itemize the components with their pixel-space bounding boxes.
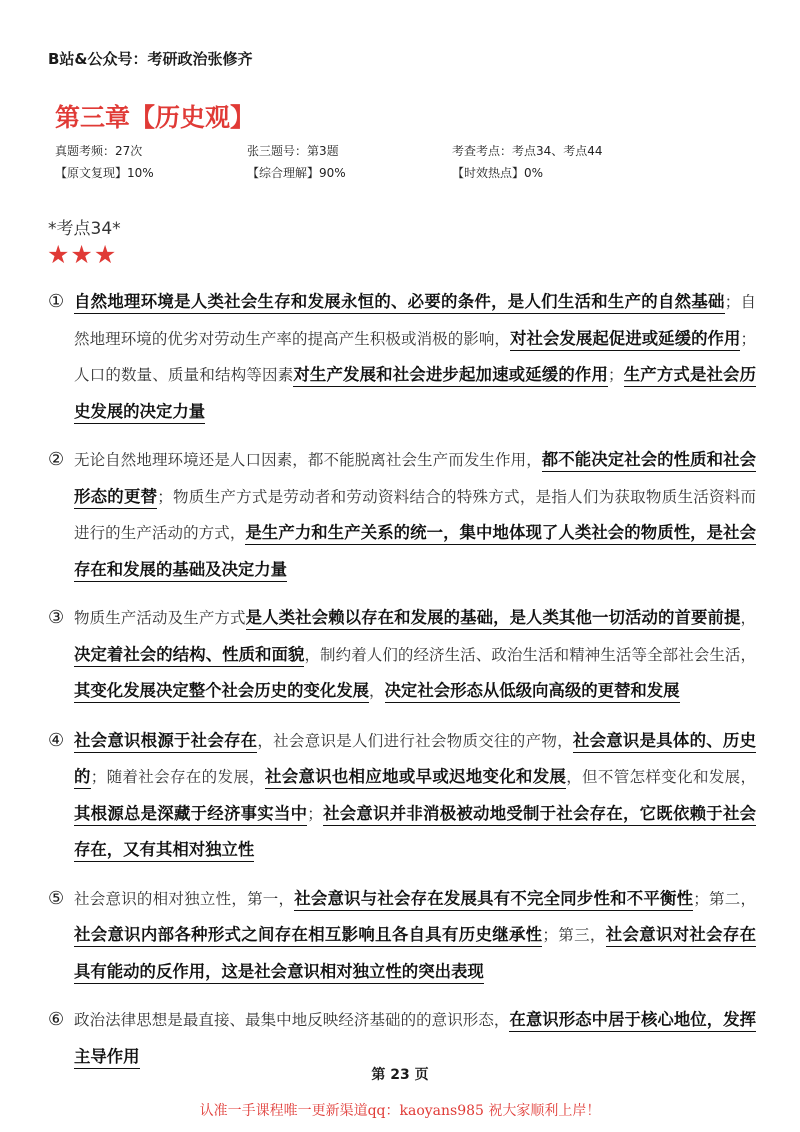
list-item xyxy=(48,442,756,587)
page-number: 第 23 页 xyxy=(371,1067,429,1083)
key-point-text: 社会意识也相应地或早或迟地变化和发展 xyxy=(265,767,566,789)
body-text: 物质生产活动及生产方式 xyxy=(74,609,246,627)
key-point-text: 社会意识与社会存在发展具有不完全同步性和不平衡性 xyxy=(294,889,693,911)
list-item xyxy=(48,284,756,429)
body-text: ，制约着人们的经济生活、政治生活和精神生活等全部社会生活， xyxy=(304,645,756,664)
body-text: ； xyxy=(608,366,624,384)
body-text: ；第二， xyxy=(693,889,756,908)
item-number: ⑥ xyxy=(48,1009,65,1030)
point-list xyxy=(48,284,756,1087)
key-point-text: 决定着社会的结构、性质和面貌 xyxy=(74,645,304,667)
key-point-text: 决定社会形态从低级向高级的更替和发展 xyxy=(385,681,680,703)
meta-comprehension: 【综合理解】90% xyxy=(247,166,346,180)
body-text: ，社会意识是人们进行社会物质交往的产物， xyxy=(257,731,573,750)
key-point-text: 社会意识对社会存在具有能动的反作用，这是社会意识相对独立性的突出表现 xyxy=(74,925,756,984)
key-point-text: 都不能决定社会的性质和社会形态的更替 xyxy=(74,450,756,509)
item-number: ③ xyxy=(48,607,65,628)
key-point-text: 在意识形态中居于核心地位，发挥主导作用 xyxy=(74,1010,756,1069)
key-point-text: 社会意识内部各种形式之间存在相互影响且各自具有历史继承性 xyxy=(74,925,542,947)
body-text: ，但不管怎样变化和发展， xyxy=(566,768,756,786)
body-text: 社会意识的相对独立性，第一， xyxy=(74,889,295,908)
key-point-text: 社会意识是具体的、历史的 xyxy=(74,731,756,790)
body-text: ；人口的数量、质量和结构等因素 xyxy=(74,329,756,384)
footer-notice: 认准一手课程唯一更新渠道qq：kaoyans985 祝大家顺利上岸！ xyxy=(199,1103,601,1119)
body-text: ；自然地理环境的优劣对劳动生产率的提高产生积极或消极的影响， xyxy=(74,293,756,348)
key-point-text: 是人类社会赖以存在和发展的基础，是人类其他一切活动的首要前提 xyxy=(246,608,741,630)
star-rating: ★★★ xyxy=(47,240,118,269)
item-number: ⑤ xyxy=(48,887,65,909)
body-text: ， xyxy=(740,609,756,627)
key-point-text: 生产方式是社会历史发展的决定力量 xyxy=(74,365,756,424)
meta-question-number: 张三题号：第3题 xyxy=(247,144,339,158)
item-number: ① xyxy=(48,291,65,312)
body-text: ， xyxy=(369,682,385,700)
key-point-text: 对社会发展起促进或延缓的作用 xyxy=(510,329,740,351)
body-text: ；第三， xyxy=(542,926,606,944)
list-item xyxy=(48,881,756,990)
chapter-title: 第三章【历史观】 xyxy=(55,103,256,132)
body-text: 无论自然地理环境还是人口因素，都不能脱离社会生产而发生作用， xyxy=(74,451,542,469)
key-point-text: 社会意识根源于社会存在 xyxy=(74,731,257,753)
key-point-text: 是生产力和生产关系的统一，集中地体现了人类社会的物质性，是社会存在和发展的基础及决定力量 xyxy=(74,523,756,582)
kaodian-label: *考点34* xyxy=(48,219,121,239)
body-text: ；物质生产方式是劳动者和劳动资料结合的特殊方式，是指人们为获取物质生活资料而进行的生产活动的方式， xyxy=(74,487,757,542)
key-point-text: 自然地理环境是人类社会生存和发展永恒的、必要的条件，是人们生活和生产的自然基础 xyxy=(74,292,725,314)
meta-exam-frequency: 真题考频：27次 xyxy=(55,144,143,158)
body-text: 政治法律思想是最直接、最集中地反映经济基础的的意识形态， xyxy=(74,1011,510,1029)
list-item xyxy=(48,600,756,710)
key-point-text: 其根源总是深藏于经济事实当中 xyxy=(74,804,307,826)
body-text: ； xyxy=(307,804,323,823)
item-number: ② xyxy=(48,449,65,470)
list-item xyxy=(48,723,756,868)
meta-original-text: 【原文复现】10% xyxy=(55,166,154,180)
key-point-text: 社会意识并非消极被动地受制于社会存在，它既依赖于社会存在，又有其相对独立性 xyxy=(74,804,756,863)
source-header: B站&公众号：考研政治张修齐 xyxy=(48,50,253,68)
body-text: ；随着社会存在的发展， xyxy=(90,768,266,786)
meta-test-points: 考查考点：考点34、考点44 xyxy=(452,144,603,158)
key-point-text: 其变化发展决定整个社会历史的变化发展 xyxy=(74,681,369,703)
item-number: ④ xyxy=(48,729,65,751)
key-point-text: 对生产发展和社会进步起加速或延缓的作用 xyxy=(293,365,608,387)
meta-hot-topic: 【时效热点】0% xyxy=(452,166,544,180)
